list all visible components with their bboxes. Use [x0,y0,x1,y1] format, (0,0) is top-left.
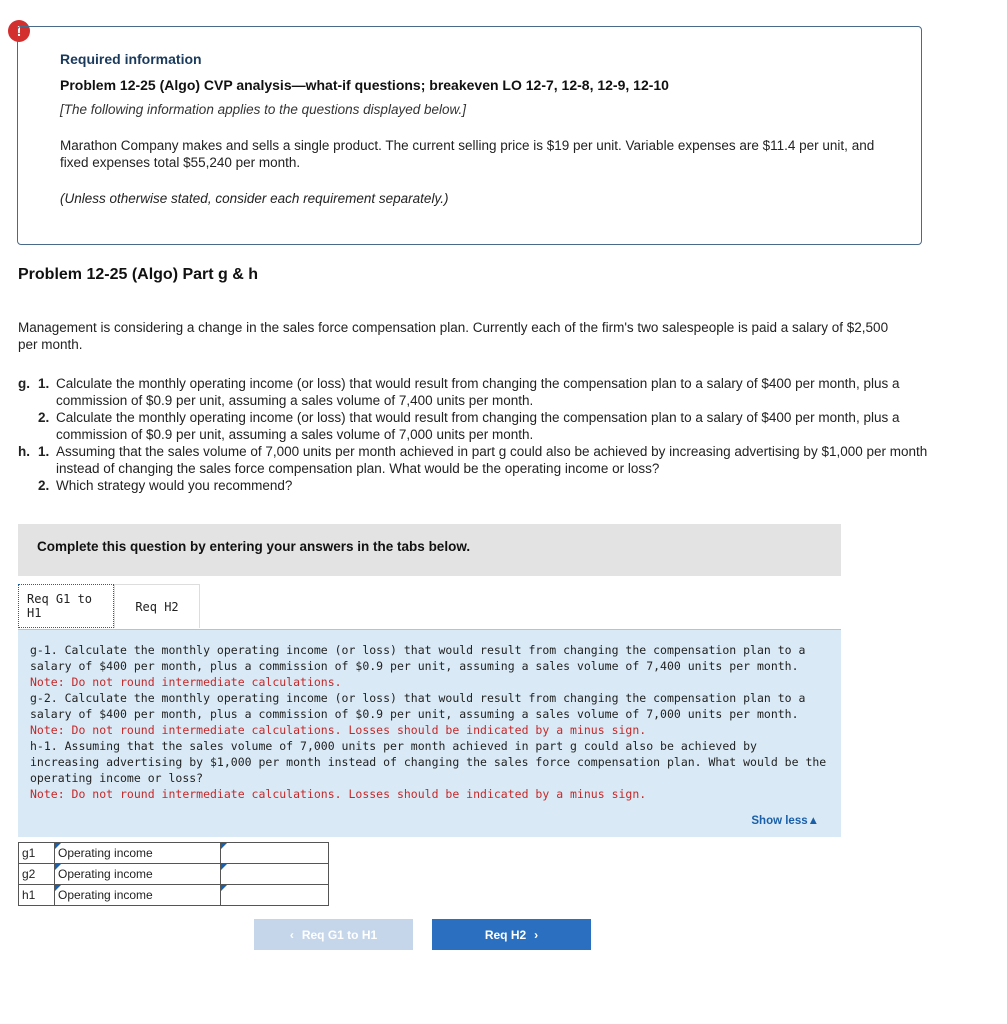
question-text: Which strategy would you recommend? [56,478,293,493]
h1-note: Note: Do not round intermediate calculations. Losses should be indicated by a minus sign. [30,787,647,801]
alert-glyph: ! [16,22,22,40]
chevron-right-icon: › [534,927,539,942]
answer-label: g2 [19,864,55,885]
problem-description: Marathon Company makes and sells a single product. The current selling price is $19 per unit. Variable expenses are $11.4 per unit, and fixed expenses total $55,240 per month. [60,138,875,170]
question-number: 2. [38,478,50,493]
answer-description [55,864,221,885]
question-letter: h. [18,444,30,459]
g1-instruction: g-1. Calculate the monthly operating income (or loss) that would result from changing the compensation plan to a salary of $400 per month, plus a commission of $0.9 per unit, assuming a sales volume of 7,400 units per month. [30,643,806,673]
next-req-button[interactable] [432,919,591,950]
answer-row-h1 [19,885,329,906]
question-list [18,375,928,494]
required-info-box [17,26,922,245]
part-title: Problem 12-25 (Algo) Part g & h [18,266,259,283]
answer-row-g2 [19,864,329,885]
question-text: Calculate the monthly operating income (or loss) that would result from changing the compensation plan to a salary of $400 per month, plus a commission of $0.9 per unit, assuming a sales volume of 7,000 units per month. [56,410,900,442]
question-letter: g. [18,376,30,391]
requirement-panel [18,629,841,837]
question-number: 1. [38,376,50,391]
question-number: 2. [38,410,50,425]
complete-banner: Complete this question by entering your answers in the tabs below. [18,524,841,576]
flag-marker-icon [55,843,61,849]
tab-req-h2[interactable]: Req H2 [114,584,200,628]
g2-operating-income-input[interactable] [221,864,328,884]
g1-note: Note: Do not round intermediate calculations. [30,675,342,689]
h1-operating-income-input[interactable] [221,885,328,905]
question-text: Calculate the monthly operating income (or loss) that would result from changing the compensation plan to a salary of $400 per month, plus a commission of $0.9 per unit, assuming a sales volume of 7,400 units per month. [56,376,900,408]
tab-bar [18,584,200,630]
answer-description [55,843,221,864]
part-intro: Management is considering a change in the sales force compensation plan. Currently each of the firm's two salespeople is paid a salary of $2,500 per month. [18,320,889,352]
h1-instruction: h-1. Assuming that the sales volume of 7,000 units per month achieved in part g could also be achieved by increasing advertising by $1,000 per month instead of changing the sales force compensation plan. What would be the operating income or loss? [30,739,827,785]
question-text: Assuming that the sales volume of 7,000 units per month achieved in part g could also be achieved by increasing advertising by $1,000 per month instead of changing the sales force compensation plan. What would be the operating income or loss? [56,444,928,476]
show-less-link[interactable]: Show less▲ [751,815,819,827]
prev-req-label: Req G1 to H1 [301,927,378,942]
flag-marker-icon [221,843,227,849]
answer-cell [221,843,329,864]
answer-row-g1 [19,843,329,864]
answer-cell [221,885,329,906]
question-h2 [18,477,928,494]
next-req-label: Req H2 [484,927,527,942]
answer-cell [221,864,329,885]
question-g1 [18,375,928,409]
prev-req-button[interactable] [254,919,413,950]
answer-label: h1 [19,885,55,906]
flag-marker-icon [55,885,61,891]
tab-req-g1-to-h1[interactable]: Req G1 to H1 [18,584,114,628]
problem-title: Problem 12-25 (Algo) CVP analysis—what-if questions; breakeven LO 12-7, 12-8, 12-9, 12-10 [60,77,669,93]
answer-description-text: Operating income [58,846,153,860]
g2-note: Note: Do not round intermediate calculations. Losses should be indicated by a minus sign. [30,723,647,737]
answer-label: g1 [19,843,55,864]
answer-description [55,885,221,906]
flag-marker-icon [221,885,227,891]
required-info-heading: Required information [60,51,202,67]
g2-instruction: g-2. Calculate the monthly operating income (or loss) that would result from changing the compensation plan to a salary of $400 per month, plus a commission of $0.9 per unit, assuming a sales volume of 7,000 units per month. [30,691,806,721]
question-number: 1. [38,444,50,459]
answer-description-text: Operating income [58,867,153,881]
flag-marker-icon [55,864,61,870]
answer-table [18,842,329,906]
question-h1 [18,443,928,477]
chevron-left-icon: ‹ [289,927,294,942]
problem-instruction: (Unless otherwise stated, consider each requirement separately.) [60,191,449,206]
flag-marker-icon [221,864,227,870]
g1-operating-income-input[interactable] [221,843,328,863]
applies-note: [The following information applies to the questions displayed below.] [60,102,466,117]
answer-description-text: Operating income [58,888,153,902]
question-g2 [18,409,928,443]
